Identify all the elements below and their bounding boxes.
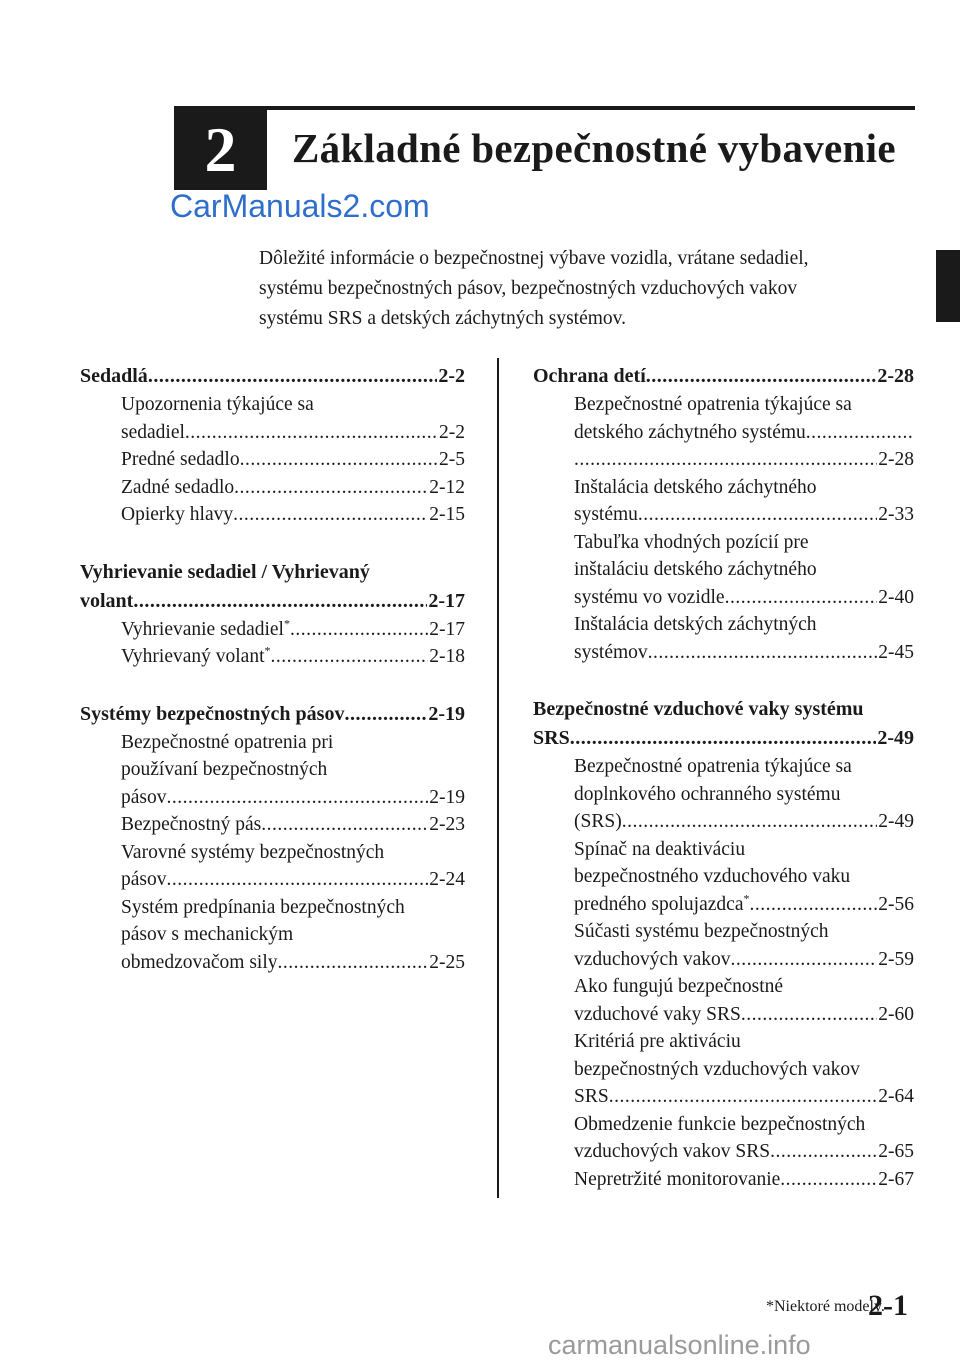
toc-entry[interactable]: Tabuľka vhodných pozícií pre inštaláciu detského záchytného systému vo vozidle ..... 2-40 xyxy=(533,529,914,612)
toc-entry[interactable]: Bezpečnostné opatrenia týkajúce sa detského záchytného systému ..... ..... 2-28 xyxy=(533,391,914,474)
chapter-number: 2 xyxy=(174,110,267,190)
toc-entry[interactable]: Vyhrievaný volant* ..... 2-18 xyxy=(80,643,465,671)
toc-section-title[interactable]: Vyhrievanie sedadiel / Vyhrievaný volant ..... 2-17 xyxy=(80,558,465,616)
chapter-side-tab xyxy=(936,250,960,322)
optional-asterisk: * xyxy=(283,616,290,630)
toc-entry[interactable]: Upozornenia týkajúce sa sedadiel ..... 2-2 xyxy=(80,391,465,446)
toc-entry[interactable]: Opierky hlavy ..... 2-15 xyxy=(80,501,465,529)
chapter-title: Základné bezpečnostné vybavenie xyxy=(292,125,896,171)
toc-section-seatbelts xyxy=(80,700,465,977)
column-divider xyxy=(497,358,499,1198)
footnote: *Niektoré modely. xyxy=(766,1298,885,1315)
toc-section-title[interactable]: Ochrana detí ..... 2-28 xyxy=(533,362,914,391)
intro-line: systému SRS a detských záchytných systémov. xyxy=(259,308,627,329)
intro-line: systému bezpečnostných pásov, bezpečnostných vzduchových vakov xyxy=(259,278,798,299)
intro-line: Dôležité informácie o bezpečnostnej výbave vozidla, vrátane sedadiel, xyxy=(259,248,809,269)
toc-left-column xyxy=(80,362,465,1005)
toc-section-child-safety xyxy=(533,362,914,666)
toc-entry[interactable]: Vyhrievanie sedadiel* ..... 2-17 xyxy=(80,616,465,644)
toc-entry[interactable]: Predné sedadlo ..... 2-5 xyxy=(80,446,465,474)
watermark-top[interactable]: CarManuals2.com xyxy=(170,188,430,224)
toc-section-airbags xyxy=(533,695,914,1193)
toc-entry[interactable]: Inštalácia detského záchytného systému ..... 2-33 xyxy=(533,474,914,529)
header-rule xyxy=(174,106,915,110)
toc-entry[interactable]: Zadné sedadlo ..... 2-12 xyxy=(80,474,465,502)
watermark-bottom[interactable]: carmanualsonline.info xyxy=(548,1330,811,1360)
optional-asterisk: * xyxy=(264,643,271,658)
toc-entry[interactable]: Varovné systémy bezpečnostných pásov ..... 2-24 xyxy=(80,839,465,894)
toc-entry[interactable]: Bezpečnostné opatrenia pri používaní bezpečnostných pásov ..... 2-19 xyxy=(80,729,465,812)
toc-section-title[interactable]: Bezpečnostné vzduchové vaky systému SRS ..... 2-49 xyxy=(533,695,914,753)
toc-entry[interactable]: Súčasti systému bezpečnostných vzduchových vakov ..... 2-59 xyxy=(533,918,914,973)
page-number: 2-1 xyxy=(868,1289,908,1322)
toc-entry[interactable]: Inštalácia detských záchytných systémov ..... 2-45 xyxy=(533,611,914,666)
toc-section-title[interactable]: Systémy bezpečnostných pásov ..... 2-19 xyxy=(80,700,465,729)
toc-entry[interactable]: Kritériá pre aktiváciu bezpečnostných vzduchových vakov SRS ..... 2-64 xyxy=(533,1028,914,1111)
toc-section-heating xyxy=(80,558,465,671)
toc-section-title[interactable]: Sedadlá ..... 2-2 xyxy=(80,362,465,391)
toc-entry[interactable]: Ako fungujú bezpečnostné vzduchové vaky SRS ..... 2-60 xyxy=(533,973,914,1028)
toc-section-seats xyxy=(80,362,465,529)
optional-asterisk: * xyxy=(743,891,750,905)
chapter-intro xyxy=(259,244,919,334)
toc-right-column xyxy=(533,362,914,1222)
toc-entry[interactable]: Obmedzenie funkcie bezpečnostných vzduchových vakov SRS ..... 2-65 xyxy=(533,1111,914,1166)
toc-entry[interactable]: Systém predpínania bezpečnostných pásov s mechanickým obmedzovačom sily ..... 2-25 xyxy=(80,894,465,977)
toc-entry[interactable]: Nepretržité monitorovanie ..... 2-67 xyxy=(533,1166,914,1194)
toc-entry[interactable]: Bezpečnostný pás ..... 2-23 xyxy=(80,811,465,839)
toc-entry[interactable]: Bezpečnostné opatrenia týkajúce sa doplnkového ochranného systému (SRS) ..... 2-49 xyxy=(533,753,914,836)
toc-entry[interactable]: Spínač na deaktiváciu bezpečnostného vzduchového vaku predného spolujazdca* ..... 2-56 xyxy=(533,836,914,919)
